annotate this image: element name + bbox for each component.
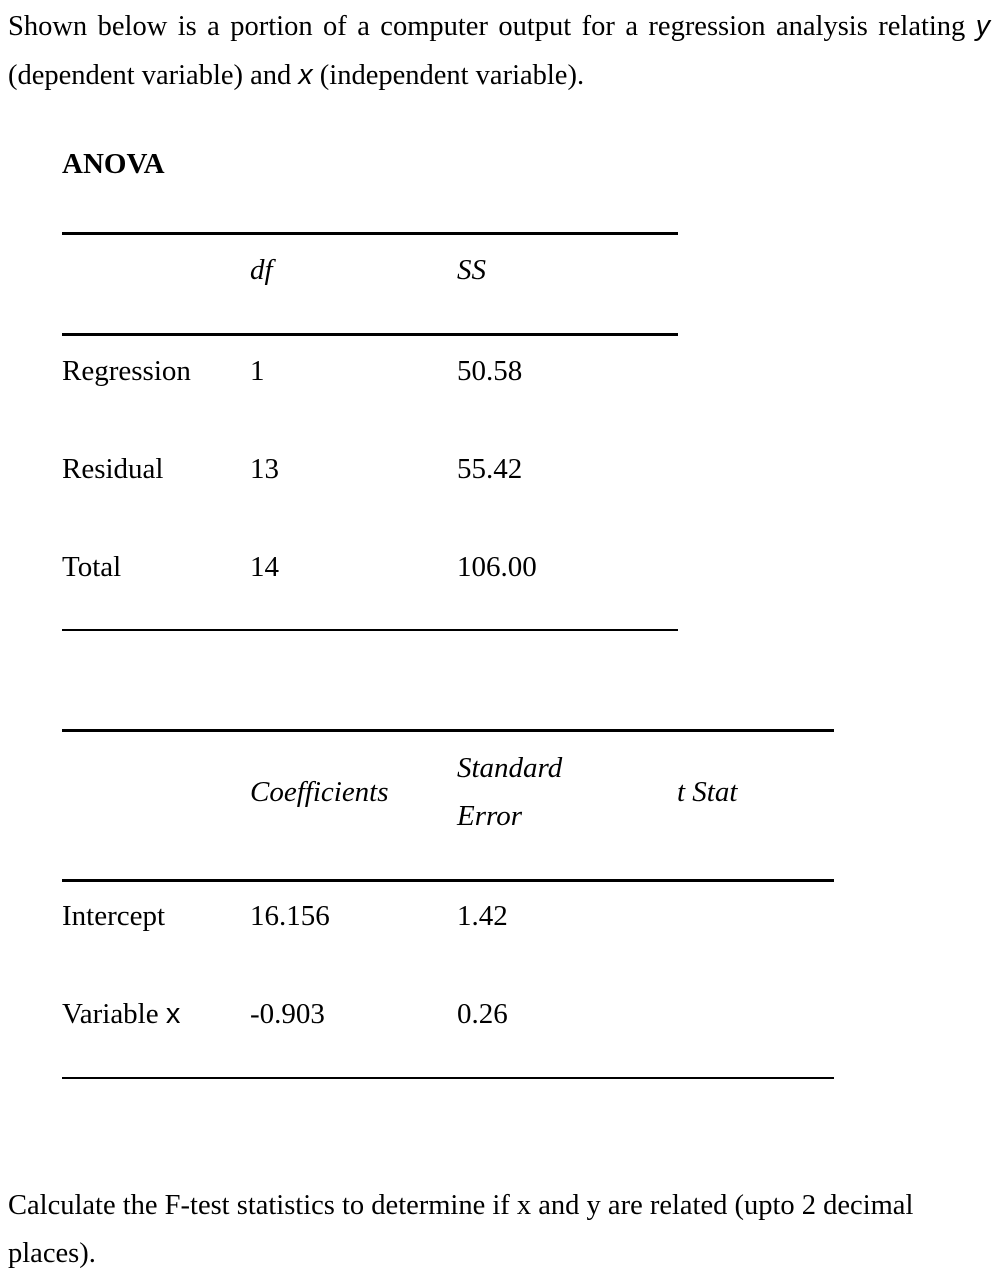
- x-variable-symbol: x: [298, 59, 313, 91]
- anova-row-regression-df: 1: [250, 355, 265, 387]
- anova-row-total-ss: 106.00: [457, 551, 537, 583]
- anova-heading: ANOVA: [62, 148, 165, 180]
- coef-row-intercept-se: 1.42: [457, 900, 508, 932]
- coef-header-standard-error-line2: Error: [457, 800, 522, 832]
- anova-header-df: df: [250, 254, 273, 286]
- anova-row-residual-df: 13: [250, 453, 279, 485]
- anova-row-regression-ss: 50.58: [457, 355, 523, 387]
- intro-text-2: (dependent variable) and: [8, 60, 292, 91]
- coef-row-intercept-label: Intercept: [62, 900, 166, 932]
- anova-row-total-label: Total: [62, 551, 122, 583]
- coef-top-rule: [62, 729, 834, 732]
- coef-header-standard-error-line1: Standard: [457, 752, 563, 784]
- coef-header-coefficients: Coefficients: [250, 776, 389, 808]
- coef-bottom-rule: [62, 1077, 834, 1079]
- y-variable-symbol: y: [975, 10, 991, 42]
- coef-row-intercept-coef: 16.156: [250, 900, 330, 932]
- anova-row-residual-label: Residual: [62, 453, 164, 485]
- intro-text-3: (independent variable).: [319, 60, 585, 91]
- coef-row-variable-se: 0.26: [457, 998, 508, 1030]
- anova-row-regression-label: Regression: [62, 355, 191, 387]
- coef-row-variable-label: [62, 994, 180, 1034]
- coef-row-variable-coef: -0.903: [250, 998, 325, 1030]
- anova-header-rule: [62, 333, 678, 336]
- coef-row-variable-text: Variable: [62, 998, 159, 1030]
- intro-text-1: Shown below is a portion of a computer output for a regression analysis relating: [8, 11, 966, 42]
- anova-bottom-rule: [62, 629, 678, 631]
- coef-header-rule: [62, 879, 834, 882]
- anova-top-rule: [62, 232, 678, 235]
- anova-header-ss: SS: [457, 254, 486, 286]
- problem-intro: [8, 2, 990, 100]
- coef-header-t-stat: t Stat: [677, 776, 738, 808]
- coef-row-variable-symbol: x: [165, 998, 181, 1030]
- coef-header-standard-error: [457, 744, 562, 840]
- anova-row-residual-ss: 55.42: [457, 453, 523, 485]
- anova-row-total-df: 14: [250, 551, 279, 583]
- question-text: Calculate the F-test statistics to determine if x and y are related (upto 2 decimal places).: [8, 1190, 914, 1269]
